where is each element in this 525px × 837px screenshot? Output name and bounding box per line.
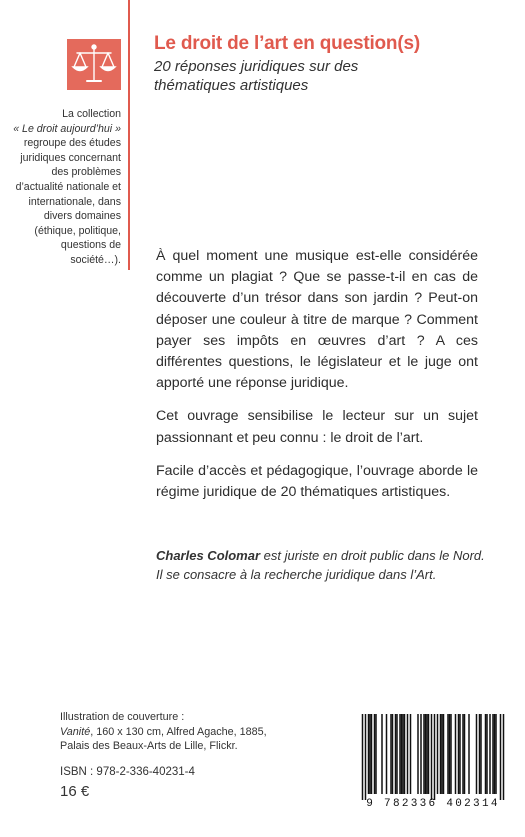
barcode-bar	[404, 714, 406, 794]
barcode-bar	[395, 714, 397, 794]
barcode-bar	[365, 714, 367, 800]
barcode-bar	[434, 714, 436, 800]
barcode-bar	[426, 714, 428, 794]
isbn: ISBN : 978-2-336-40231-4	[60, 766, 195, 778]
barcode-bar	[500, 714, 502, 800]
barcode-bar	[447, 714, 449, 794]
barcode-bar	[494, 714, 496, 794]
credits-work-title: Vanité	[60, 725, 91, 738]
barcode-bar	[486, 714, 488, 794]
collection-description	[8, 107, 121, 268]
isbn-barcode	[352, 710, 514, 828]
credits-location: Palais des Beaux-Arts de Lille, Flickr.	[60, 740, 238, 753]
summary-paragraph: Cet ouvrage sensibilise le lecteur sur un sujet passionnant et peu connu : le droit de l’art.	[156, 408, 478, 446]
barcode-bar	[468, 714, 470, 794]
credits-work-details: , 160 x 130 cm, Alfred Agache, 1885,	[90, 725, 267, 738]
barcode-bars	[352, 710, 514, 800]
barcode-bar	[476, 714, 478, 794]
barcode-bar	[396, 714, 398, 794]
barcode-bar	[362, 714, 364, 800]
barcode-bar	[401, 714, 403, 794]
barcode-bar	[368, 714, 370, 794]
barcode-bar	[503, 714, 505, 800]
barcode-bar	[495, 714, 497, 794]
barcode-bar	[485, 714, 487, 794]
barcode-bar	[386, 714, 388, 794]
barcode-bar	[450, 714, 452, 794]
barcode-bar	[489, 714, 491, 794]
barcode-bar	[480, 714, 482, 794]
barcode-bar	[381, 714, 383, 794]
credits-label: Illustration de couverture :	[60, 711, 185, 723]
barcode-bar	[425, 714, 427, 794]
barcode-bar	[392, 714, 394, 794]
book-title: Le droit de l’art en question(s)	[154, 33, 420, 54]
barcode-bar	[443, 714, 445, 794]
barcode-bar	[479, 714, 481, 794]
barcode-bar	[437, 714, 439, 794]
barcode-bar	[449, 714, 451, 794]
summary-paragraph: Facile d’accès et pédagogique, l’ouvrage aborde le régime juridique de 20 thématiques artistiques.	[156, 462, 478, 501]
collection-text: regroupe des études juridiques concernant des problèmes d’actualité nationale et internationale, dans divers domaines (éthique, politique, questions de société…).	[15, 137, 121, 266]
barcode-bar	[492, 714, 494, 794]
barcode-bar	[374, 714, 376, 794]
barcode-bar	[423, 714, 425, 794]
barcode-bar	[402, 714, 404, 794]
back-cover-summary	[156, 246, 478, 515]
barcode-bar	[455, 714, 457, 794]
barcode-bar	[458, 714, 460, 794]
barcode-digits: 9 782336 402314	[366, 798, 500, 810]
barcode-bar	[431, 714, 433, 800]
vertical-accent-rule	[128, 0, 130, 270]
barcode-bar	[369, 714, 371, 794]
barcode-bar	[410, 714, 412, 794]
cover-credits	[60, 710, 320, 754]
barcode-bar	[375, 714, 377, 794]
collection-series-name: « Le droit aujourd’hui »	[13, 122, 121, 135]
barcode-bar	[440, 714, 442, 794]
book-subtitle: 20 réponses juridiques sur des thématiques artistiques	[154, 58, 359, 94]
barcode-bar	[459, 714, 461, 794]
collection-logo	[67, 39, 121, 90]
barcode-bar	[390, 714, 392, 794]
barcode-bar	[464, 714, 466, 794]
barcode-bar	[441, 714, 443, 794]
author-bio	[156, 546, 486, 584]
barcode-bar	[399, 714, 401, 794]
barcode-bar	[420, 714, 422, 794]
author-bio-text: est juriste en droit public dans le Nord. Il se consacre à la recherche juridique dans l’Art.	[156, 548, 485, 582]
barcode-bar	[462, 714, 464, 794]
barcode-bar	[407, 714, 409, 794]
summary-paragraph: À quel moment une musique est-elle considérée comme un plagiat ? Que se passe-t-il en cas de découverte d’un trésor dans son jardin ? Peut-on déposer une couleur à titre de marque ? Comment payer ses impôts en œuvres d’art ? A ces différentes questions, le législateur et le juge ont apporté une réponse juridique.	[156, 248, 478, 392]
scales-of-justice-icon	[67, 39, 121, 90]
barcode-bar	[417, 714, 419, 794]
price: 16 €	[60, 783, 90, 800]
collection-intro: La collection	[62, 108, 121, 120]
author-name: Charles Colomar	[156, 548, 261, 563]
barcode-bar	[428, 714, 430, 794]
barcode-bar	[371, 714, 373, 794]
